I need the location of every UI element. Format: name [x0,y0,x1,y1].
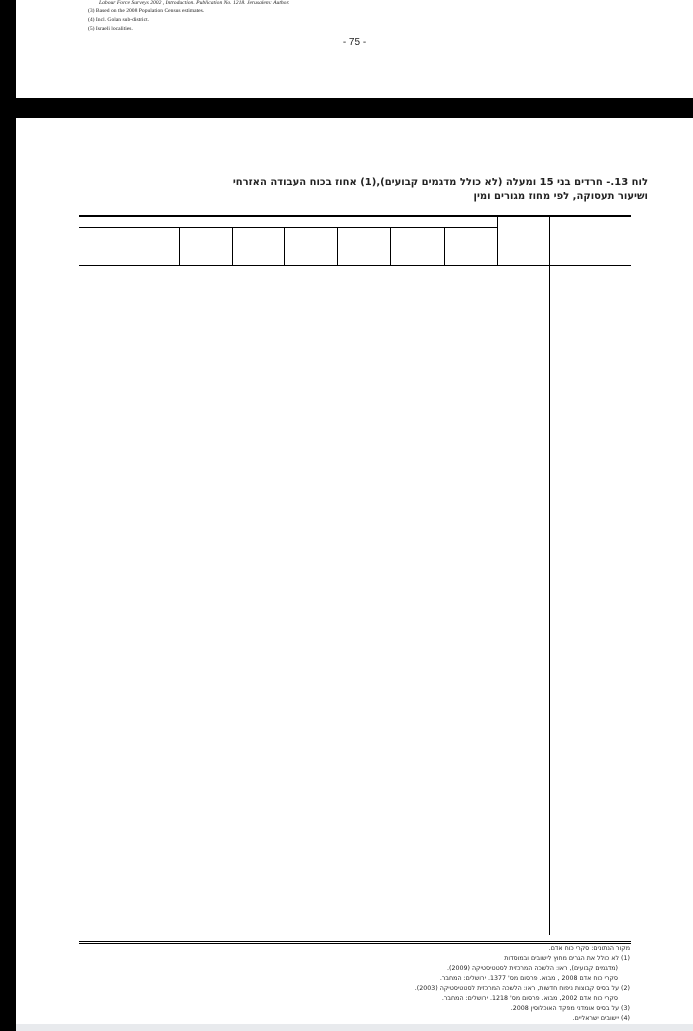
page-number: - 75 - [342,37,367,48]
footnote-line: סקרי כוח אדם 2008 , מבוא. פרסום מס' 1377. ירושלים: המחבר. [439,975,618,982]
column-divider [337,227,338,265]
column-divider [179,227,180,265]
footnote-line: (2) על בסיס קבוצות ניפוח חדשות, ראו: הלשכה המרכזית לסטטיסטיקה (2003). [414,985,630,992]
reference-line: (4) Incl. Golan sub-district. [88,17,150,23]
footnote-line: (1) לא כולל את הגרים מחוץ לישובים ובמוסדות [504,955,630,962]
column-divider [232,227,233,265]
reference-line: (5) Israeli localities. [88,26,133,32]
column-divider [444,227,445,265]
table-title-line-1: לוח 13.- חרדים בני 15 ומעלה (לא כולל מדגמים קבועים),(1) אחוז בכוח העבודה האזרחי [232,177,648,188]
previous-page-bottom [16,0,693,98]
reference-line: Labour Force Surveys 2002 , Introduction. Publication No. 1218. Jerusalem: Author. [99,0,290,6]
footnote-line: (3) על בסיס אומדני מפקד האוכלוסין 2008. [510,1005,630,1012]
header-divider [79,227,497,228]
table-title-line-2: ושיעור תעסוקה, לפי מחוז מגורים ומין [473,191,648,202]
footnote-line: (4) יישובים ישראליים. [572,1015,630,1022]
table-bottom-rule [79,941,631,942]
reference-line: (3) Based on the 2008 Population Census estimates. [88,8,205,14]
footnote-line: (מדגמים קבועים), ראו: הלשכה המרכזית לסטטיסטיקה (2009). [446,965,618,972]
footnote-line: מקור הנתונים: סקרי כוח אדם. [548,945,630,952]
column-divider [549,217,550,265]
document-page [16,118,693,1024]
column-divider [284,227,285,265]
viewer-bottom-bar [16,1024,693,1031]
column-divider [497,217,498,265]
table-bottom-rule [79,943,631,944]
table-title [228,176,648,204]
year-column-divider [549,265,550,935]
footnote-line: סקרי כוח אדם 2002, מבוא. פרסום מס' 1218. ירושלים: המחבר. [441,995,618,1002]
column-divider [390,227,391,265]
